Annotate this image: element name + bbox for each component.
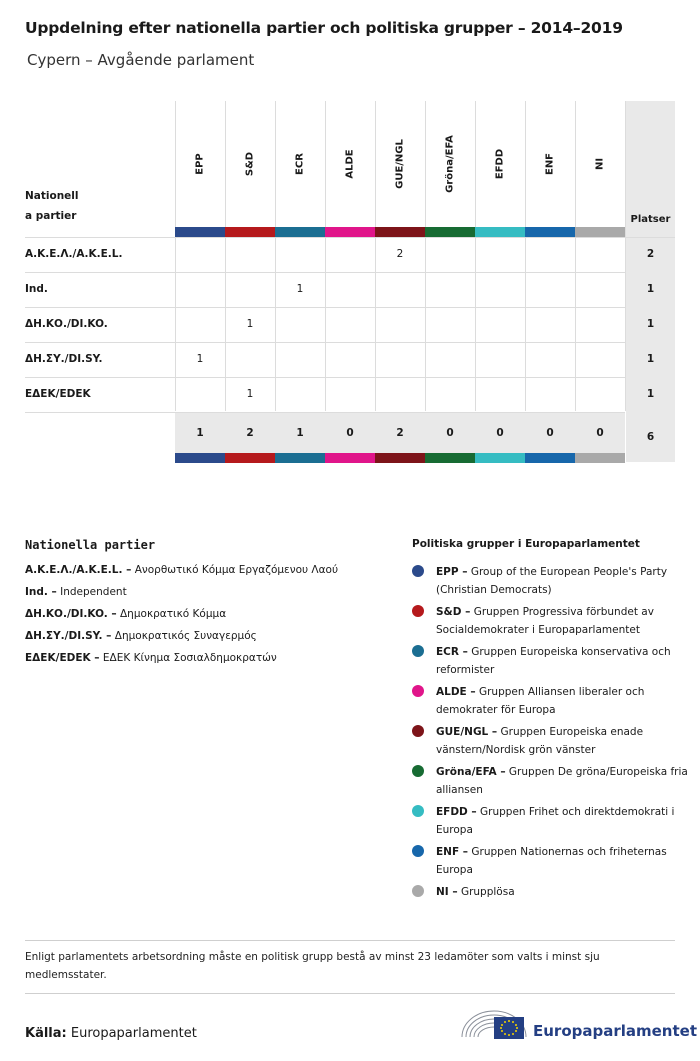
party-abbr: Ind. – — [25, 586, 57, 598]
group-description — [436, 603, 688, 639]
group-column-header — [375, 101, 425, 227]
group-abbr: NI – — [436, 886, 458, 898]
group-column-header — [175, 101, 225, 227]
group-column-header — [325, 101, 375, 227]
group-total: 0 — [546, 427, 554, 439]
group-color-bar — [475, 453, 525, 463]
source-value: Europaparlamentet — [70, 1026, 197, 1041]
national-party-item — [25, 608, 226, 620]
group-total: 0 — [346, 427, 354, 439]
party-name: Δημοκρατικό Κόμμα — [120, 608, 227, 620]
group-column-header — [425, 101, 475, 227]
group-total: 1 — [296, 427, 304, 439]
group-name: Gruppen Nationernas och friheternas Europa — [436, 846, 667, 876]
group-abbr: GUE/NGL – — [436, 726, 498, 738]
group-color-bar — [425, 453, 475, 463]
group-total: 0 — [596, 427, 604, 439]
row-header-line1: Nationell — [25, 190, 79, 202]
party-name: Ανορθωτικό Κόμμα Εργαζόμενου Λαού — [134, 564, 339, 576]
row-divider — [25, 412, 625, 413]
row-header-line2: a partier — [25, 210, 77, 222]
group-code-label: ALDE — [344, 149, 356, 179]
row-divider — [25, 377, 625, 378]
party-abbr: ΔΗ.ΚΟ./DI.KO. – — [25, 608, 117, 620]
group-color-dot-icon — [412, 885, 424, 897]
group-description — [436, 643, 688, 679]
group-total: 1 — [196, 427, 204, 439]
row-seat-total: 1 — [646, 283, 655, 295]
party-name: ΕΔΕΚ Κίνημα Σοσιαλδημοκρατών — [102, 652, 277, 664]
group-color-bar — [275, 453, 325, 463]
group-name: Gruppen Frihet och direktdemokrati i Europa — [436, 806, 675, 836]
group-column-header — [275, 101, 325, 227]
national-party-item — [25, 652, 277, 664]
group-color-bar — [575, 227, 625, 237]
group-color-dot-icon — [412, 765, 424, 777]
group-description — [436, 563, 688, 599]
group-color-bar — [325, 453, 375, 463]
group-color-bar — [225, 227, 275, 237]
group-description — [436, 883, 688, 901]
group-color-dot-icon — [412, 605, 424, 617]
group-color-bar — [225, 453, 275, 463]
party-name: Independent — [60, 586, 127, 598]
group-color-bar — [575, 453, 625, 463]
party-abbr: Α.Κ.Ε.Λ./Α.Κ.Ε.L. – — [25, 564, 132, 576]
group-color-dot-icon — [412, 685, 424, 697]
footnote: Enligt parlamentets arbetsordning måste en politisk grupp bestå av minst 23 ledamöter som valts i minst sju medlemsstater. — [25, 951, 600, 981]
group-abbr: S&D – — [436, 606, 471, 618]
row-seat-total: 1 — [646, 318, 655, 330]
party-row-label: Ind. — [25, 283, 48, 295]
group-abbr: ENF – — [436, 846, 469, 858]
group-code-label: NI — [594, 157, 606, 171]
seat-cell: 1 — [296, 283, 304, 295]
group-color-bar — [175, 453, 225, 463]
party-row-label: ΕΔΕΚ/EDEK — [25, 388, 91, 400]
national-parties-heading: Nationella partier — [25, 538, 156, 552]
group-description — [436, 723, 688, 759]
seat-cell: 1 — [196, 353, 204, 365]
row-seat-total: 1 — [646, 353, 655, 365]
group-color-dot-icon — [412, 645, 424, 657]
group-code-label: GUE/NGL — [394, 139, 406, 189]
group-name: Gruppen De gröna/Europeiska fria alliansen — [436, 766, 688, 796]
group-color-bar — [375, 453, 425, 463]
party-name: Δημοκρατικός Συναγερμός — [114, 630, 257, 642]
group-code-label: EFDD — [494, 148, 506, 180]
group-color-bar — [175, 227, 225, 237]
group-color-bar — [325, 227, 375, 237]
group-color-bar — [375, 227, 425, 237]
group-name: Gruppen Europeiska enade vänstern/Nordisk grön vänster — [436, 726, 644, 756]
group-color-dot-icon — [412, 805, 424, 817]
group-abbr: EFDD – — [436, 806, 477, 818]
group-color-bar — [525, 227, 575, 237]
group-name: Grupplösa — [460, 886, 515, 898]
group-column-header — [525, 101, 575, 227]
seat-cell: 2 — [396, 248, 404, 260]
group-color-dot-icon — [412, 565, 424, 577]
group-code-label: Gröna/EFA — [444, 135, 456, 193]
divider — [25, 993, 675, 994]
logo-text: Europaparlamentet — [533, 1022, 698, 1040]
row-divider — [25, 272, 625, 273]
national-party-item — [25, 586, 127, 598]
row-divider — [25, 307, 625, 308]
group-description — [436, 763, 688, 799]
party-row-label: Α.Κ.Ε.Λ./Α.Κ.Ε.L. — [25, 248, 123, 260]
group-color-dot-icon — [412, 845, 424, 857]
group-name: Group of the European People's Party (Christian Democrats) — [436, 566, 668, 596]
seats-column-background — [626, 101, 675, 462]
grand-total: 6 — [646, 431, 655, 443]
national-party-item — [25, 630, 257, 642]
group-description — [436, 803, 688, 839]
row-seat-total: 2 — [646, 248, 655, 260]
seat-cell: 1 — [246, 388, 254, 400]
group-code-label: ENF — [544, 152, 556, 176]
group-color-dot-icon — [412, 725, 424, 737]
group-total: 2 — [396, 427, 404, 439]
group-column-header — [225, 101, 275, 227]
parliament-logo-icon — [460, 1003, 528, 1047]
group-column-header — [575, 101, 625, 227]
group-description — [436, 843, 688, 879]
group-name: Gruppen Alliansen liberaler och demokrater för Europa — [436, 686, 645, 716]
party-abbr: ΔΗ.ΣΥ./DI.SY. – — [25, 630, 112, 642]
party-abbr: ΕΔΕΚ/EDEK – — [25, 652, 100, 664]
row-divider — [25, 342, 625, 343]
group-name: Gruppen Progressiva förbundet av Socialdemokrater i Europaparlamentet — [436, 606, 654, 636]
national-party-item — [25, 564, 338, 576]
seat-cell: 1 — [246, 318, 254, 330]
group-total: 2 — [246, 427, 254, 439]
page-title: Uppdelning efter nationella partier och politiska grupper – 2014–2019 — [25, 19, 623, 37]
group-color-bar — [275, 227, 325, 237]
group-total: 0 — [446, 427, 454, 439]
group-name: Gruppen Europeiska konservativa och reformister — [436, 646, 671, 676]
group-abbr: EPP – — [436, 566, 468, 578]
group-color-bar — [475, 227, 525, 237]
seats-header: Platser — [630, 214, 671, 225]
group-code-label: ECR — [294, 153, 306, 175]
divider — [25, 940, 675, 941]
group-description — [436, 683, 688, 719]
group-total: 0 — [496, 427, 504, 439]
party-row-label: ΔΗ.ΚΟ./DI.KO. — [25, 318, 108, 330]
group-code-label: EPP — [194, 153, 206, 175]
page-subtitle: Cypern – Avgående parlament — [27, 51, 255, 69]
row-divider — [25, 237, 675, 238]
group-abbr: Gröna/EFA – — [436, 766, 506, 778]
group-code-label: S&D — [244, 151, 256, 177]
row-header-label — [25, 186, 79, 226]
source-label: Källa: — [25, 1026, 67, 1041]
source — [25, 1026, 197, 1041]
group-column-header — [475, 101, 525, 227]
party-row-label: ΔΗ.ΣΥ./DI.SY. — [25, 353, 103, 365]
group-abbr: ALDE – — [436, 686, 476, 698]
row-seat-total: 1 — [646, 388, 655, 400]
group-color-bar — [425, 227, 475, 237]
group-color-bar — [525, 453, 575, 463]
group-abbr: ECR – — [436, 646, 468, 658]
political-groups-heading: Politiska grupper i Europaparlamentet — [412, 538, 640, 550]
